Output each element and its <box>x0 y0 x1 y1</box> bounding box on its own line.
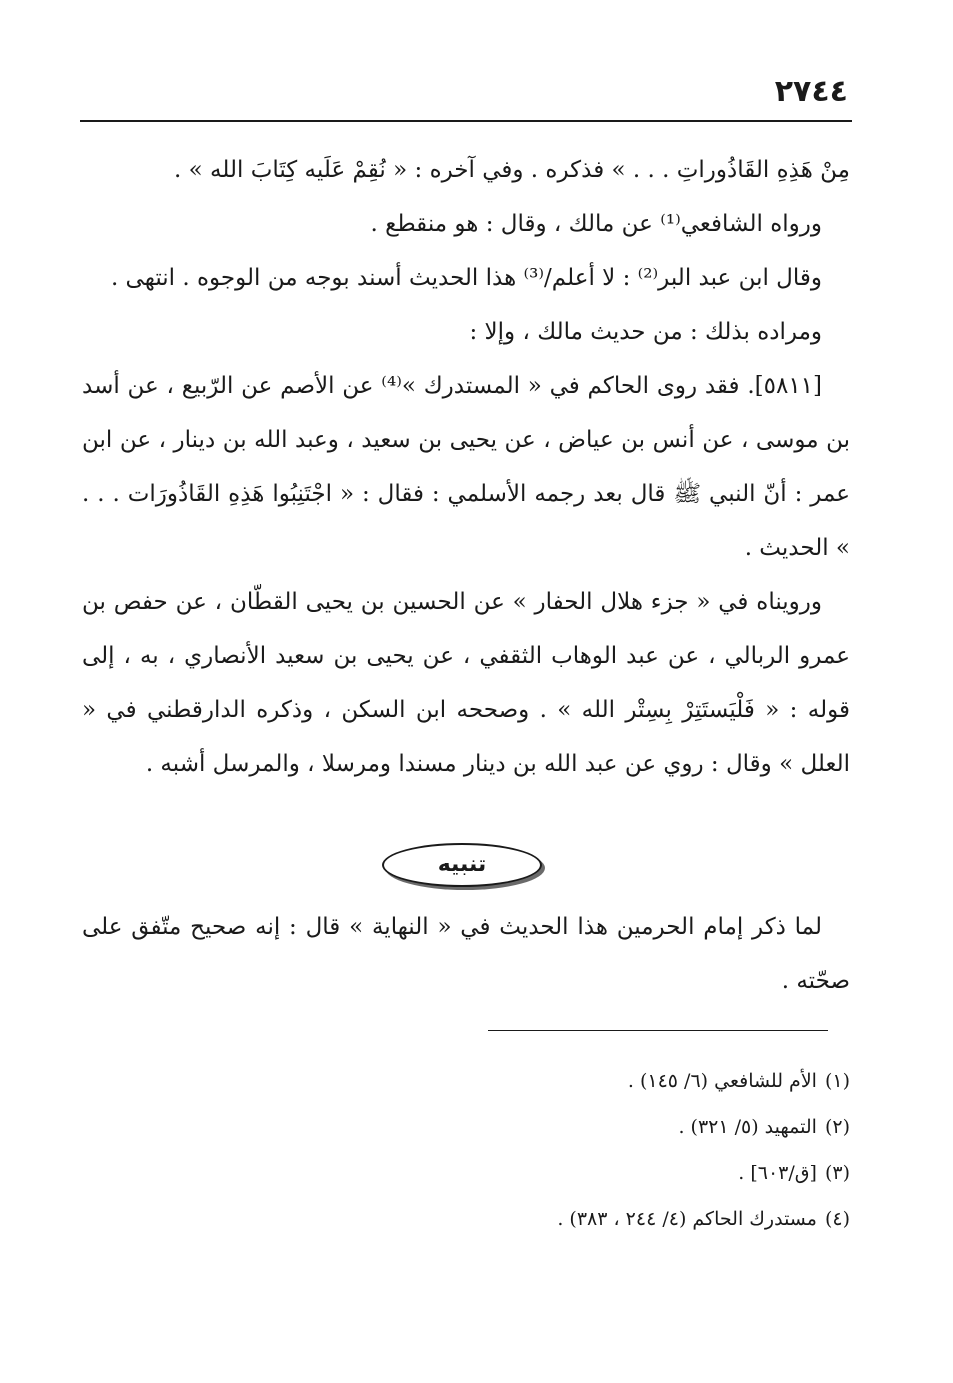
notice-heading <box>0 843 953 889</box>
paragraph: مِنْ هَذِهِ القَاذُوراتِ . . . » فذكره . وفي آخره : « نُقِمْ عَلَيه كِتَابَ الله » . <box>174 157 850 183</box>
paragraph: ورويناه في « جزء هلال الحفار » عن الحسين بن يحيى القطّان ، عن حفص بن عمرو الربالي ، عن عبد الوهاب الثقفي ، عن يحيى بن سعيد الأنصاري ، به ، إلى قوله : « فَلْيَستَتِرْ بِسِتْر الله » . وصححه ابن السكن ، وذكره الدارقطني في « العلل » وقال : روي عن عبد الله بن دينار مسندا ومرسلا ، والمرسل أشبه . <box>82 589 851 777</box>
footnote <box>82 1150 850 1196</box>
footnote <box>82 1058 850 1104</box>
footnote <box>82 1104 850 1150</box>
header-rule <box>80 120 852 122</box>
footnote-number: (٣) <box>824 1162 850 1184</box>
footnote <box>82 1196 850 1242</box>
footnote-number: (٢) <box>824 1116 850 1138</box>
footnote-number: (٤) <box>824 1208 850 1230</box>
notice-badge: تنبيه <box>382 843 542 887</box>
footnote-text: مستدرك الحاكم (٤/ ٢٤٤ ، ٣٨٣) . <box>557 1208 817 1230</box>
paragraph: ورواه الشافعي⁽¹⁾ عن مالك ، وقال : هو منقطع . <box>370 211 822 237</box>
paragraph: وقال ابن عبد البر⁽²⁾ : لا أعلم/⁽³⁾ هذا الحديث أسند بوجه من الوجوه . انتهى . <box>110 265 822 291</box>
footnote-text: التمهيد (٥/ ٣٢١) . <box>678 1116 817 1138</box>
footnote-text: الأم للشافعي (٦/ ١٤٥) . <box>627 1070 817 1092</box>
paragraph: ومراده بذلك : من حديث مالك ، وإلا : <box>469 319 822 345</box>
footnote-number: (١) <box>824 1070 850 1092</box>
notice-paragraph: لما ذكر إمام الحرمين هذا الحديث في « النهاية » قال : إنه صحيح متّفق على صحّته . <box>82 914 850 994</box>
footnote-rule <box>488 1030 828 1031</box>
page-number: ٢٧٤٤ <box>774 74 848 109</box>
footnotes <box>82 1058 850 1242</box>
notice-text <box>82 900 850 1008</box>
main-text <box>82 143 850 791</box>
paragraph: [٥٨١١]. فقد روى الحاكم في « المستدرك »⁽⁴⁾ عن الأصم عن الرّبيع ، عن أسد بن موسى ، عن أنس بن عياض ، عن يحيى بن سعيد ، وعبد الله بن دينار ، عن ابن عمر : أنّ النبي ﷺ قال بعد رجمه الأسلمي : فقال : « اجْتَنِبُوا هَذِهِ القَاذُورَات . . . » الحديث . <box>82 373 850 561</box>
footnote-text: [ق/٦٠٣] . <box>738 1162 817 1184</box>
